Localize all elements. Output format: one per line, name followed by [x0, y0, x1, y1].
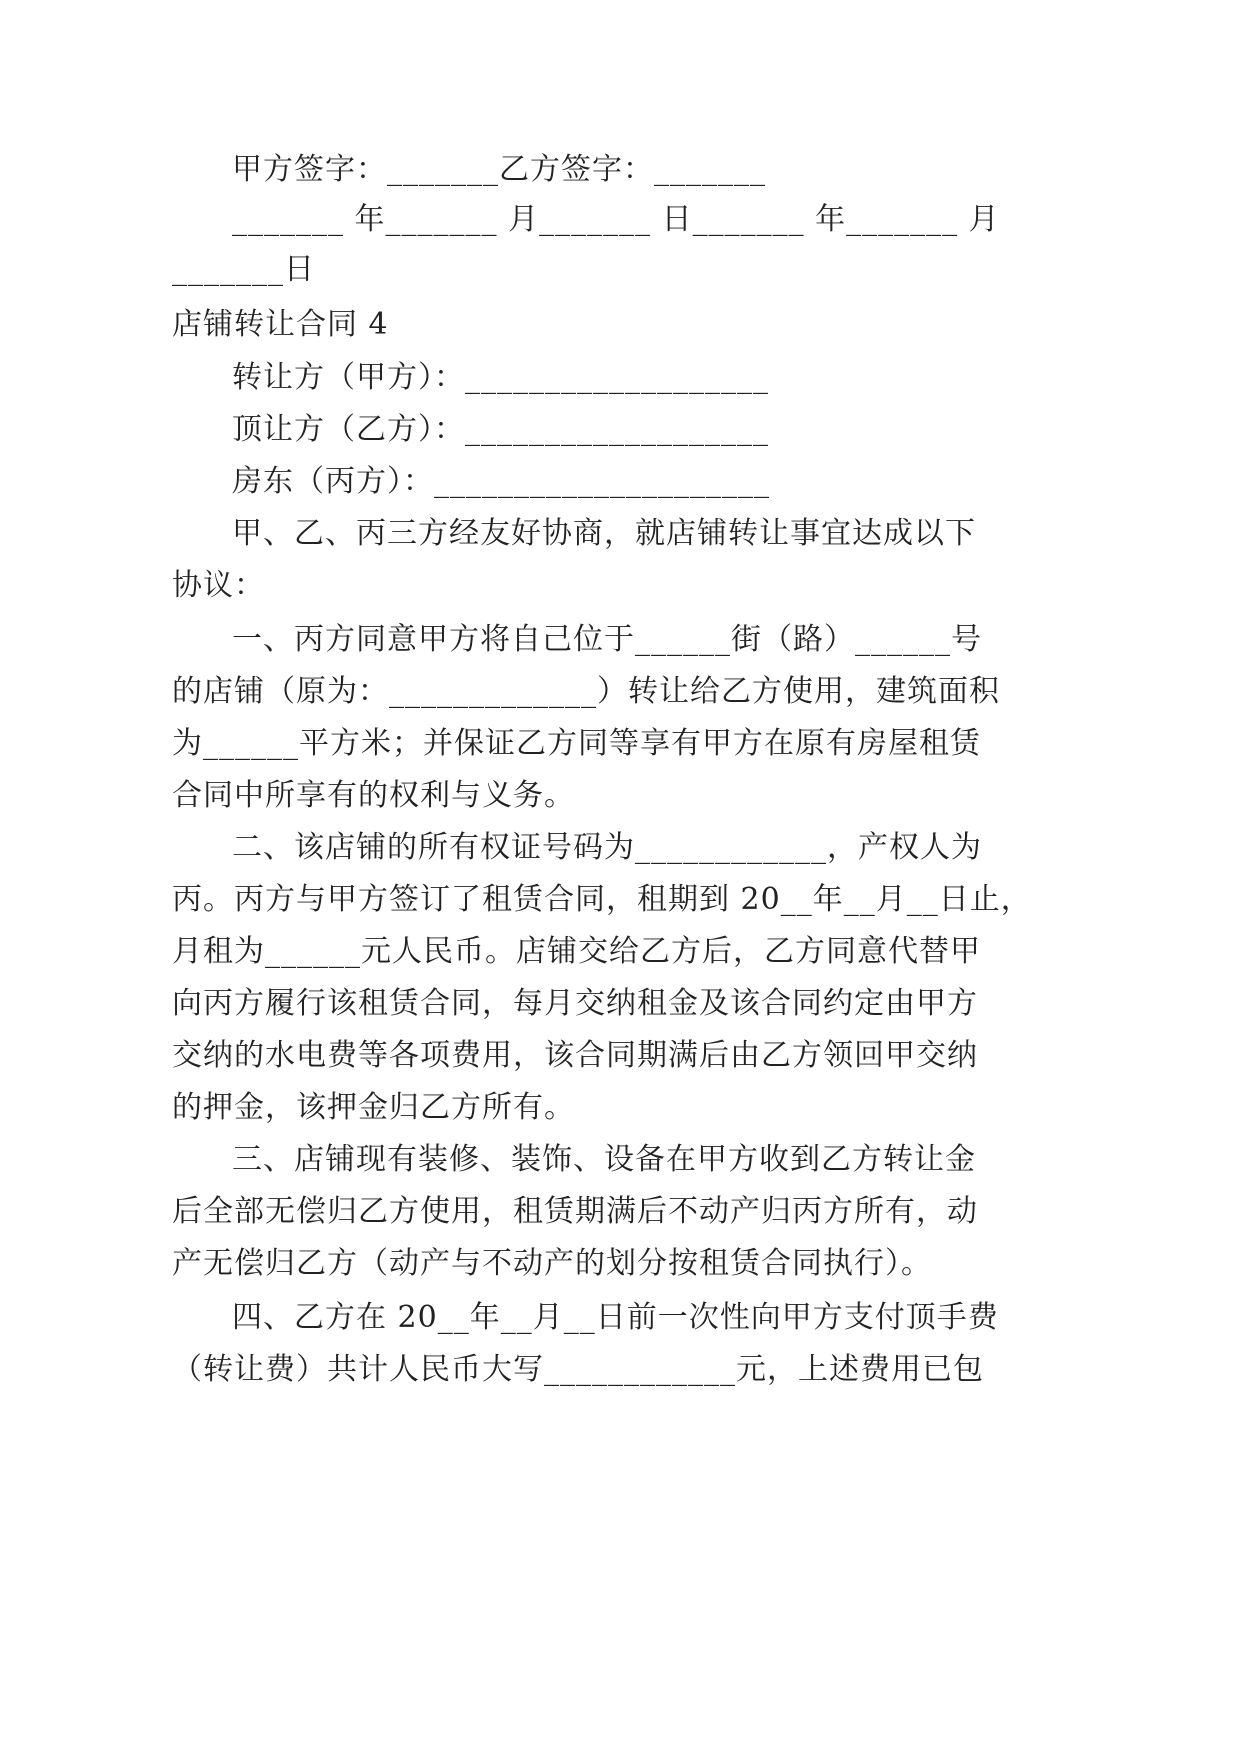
date-line-continued: _______日 [172, 252, 315, 287]
party-a-line: 转让方（甲方）：___________________ [232, 360, 769, 395]
party-b-line: 顶让方（乙方）：___________________ [232, 412, 769, 447]
clause-2-line: 二、该店铺的所有权证号码为____________，产权人为 [232, 830, 982, 865]
section-title: 店铺转让合同 4 [172, 307, 389, 342]
clause-3-line: 产无偿归乙方（动产与不动产的划分按租赁合同执行）。 [172, 1246, 932, 1281]
clause-2-line: 的押金，该押金归乙方所有。 [172, 1090, 575, 1125]
clause-1-line: 的店铺（原为：_____________）转让给乙方使用，建筑面积 [172, 674, 1000, 709]
signature-line: 甲方签字：_______乙方签字：_______ [232, 152, 766, 187]
party-c-line: 房东（丙方）：_____________________ [232, 464, 770, 499]
clause-1-line: 一、丙方同意甲方将自己位于______街（路）______号 [232, 622, 982, 657]
clause-4-line: 四、乙方在 20__年__月__日前一次性向甲方支付顶手费 [232, 1300, 999, 1335]
clause-3-line: 后全部无偿归乙方使用，租赁期满后不动产归丙方所有，动 [172, 1194, 978, 1229]
clause-2-line: 向丙方履行该租赁合同，每月交纳租金及该合同约定由甲方 [172, 986, 978, 1021]
clause-1-line: 合同中所享有的权利与义务。 [172, 778, 575, 813]
intro-paragraph-line: 甲、乙、丙三方经友好协商，就店铺转让事宜达成以下 [232, 516, 976, 551]
clause-2-line: 丙。丙方与甲方签订了租赁合同，租期到 20__年__月__日止， [172, 882, 1032, 917]
intro-paragraph-line: 协议： [172, 568, 265, 603]
clause-2-line: 交纳的水电费等各项费用，该合同期满后由乙方领回甲交纳 [172, 1038, 978, 1073]
clause-1-line: 为______平方米；并保证乙方同等享有甲方在原有房屋租赁 [172, 726, 981, 761]
clause-3-line: 三、店铺现有装修、装饰、设备在甲方收到乙方转让金 [232, 1142, 976, 1177]
clause-2-line: 月租为______元人民币。店铺交给乙方后，乙方同意代替甲 [172, 934, 981, 969]
date-line: _______ 年_______ 月_______ 日_______ 年_______ 月 [232, 202, 1000, 237]
clause-4-line: （转让费）共计人民币大写____________元，上述费用已包 [172, 1352, 984, 1387]
